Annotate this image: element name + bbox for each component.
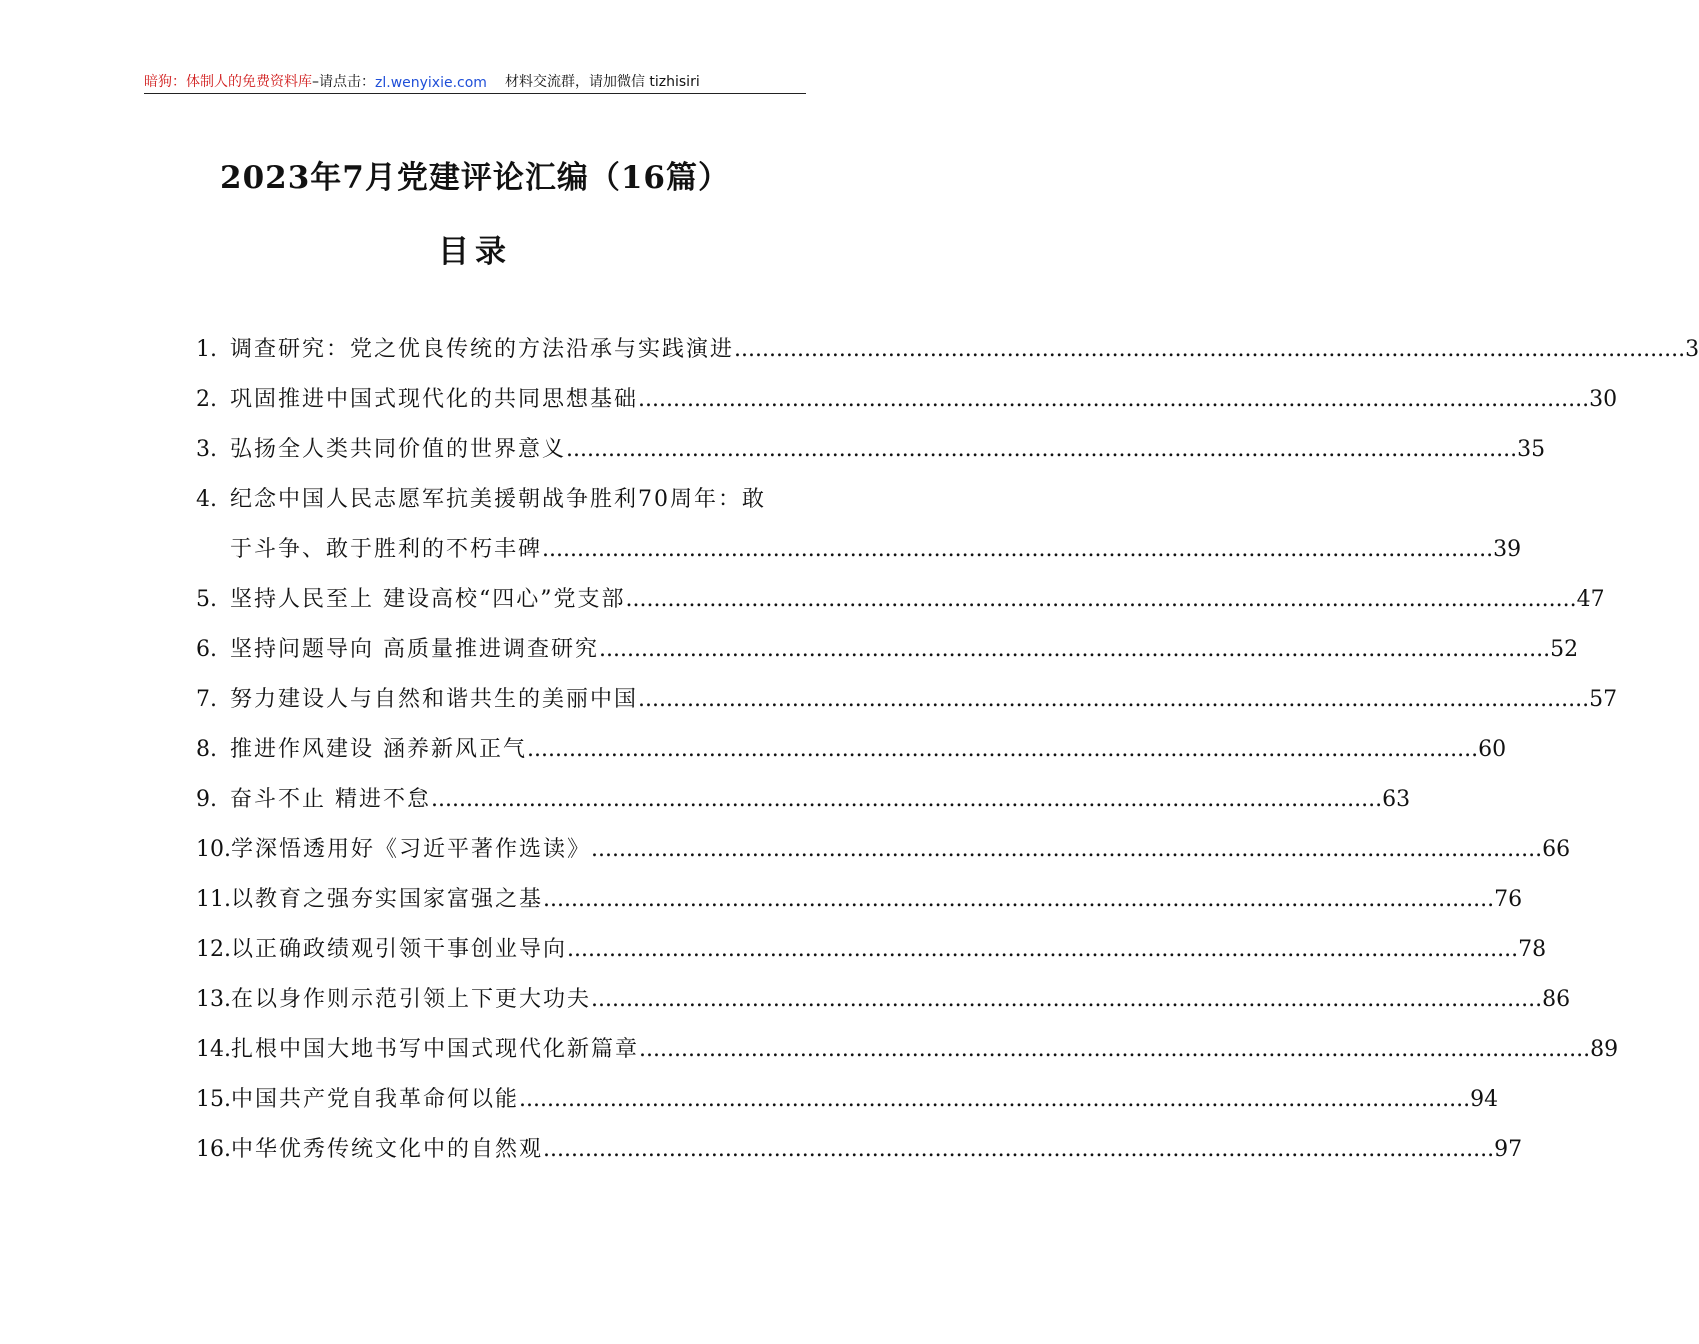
toc-entry-number: 16. [196, 1137, 231, 1162]
toc-entry-page: 97 [1494, 1137, 1523, 1162]
toc-leader-dots [543, 1132, 1494, 1168]
toc-entry-title: 弘扬全人类共同价值的世界意义 [230, 437, 567, 462]
toc-entry-number: 10. [196, 837, 231, 862]
toc-entry-number: 13. [196, 987, 231, 1012]
toc-leader-dots [591, 982, 1542, 1018]
toc-entry[interactable] [196, 882, 1523, 932]
toc-entry-title-cont: 于斗争、敢于胜利的不朽丰碑 [230, 537, 543, 562]
toc-entry-continuation[interactable] [196, 532, 1522, 582]
toc-leader-dots [566, 432, 1517, 468]
document-title: 2023年7月党建评论汇编（16篇） [220, 160, 730, 196]
toc-leader-dots [599, 632, 1550, 668]
toc-heading: 目录 [438, 234, 512, 270]
toc-entry-page: 86 [1542, 987, 1571, 1012]
toc-entry-page: 76 [1494, 887, 1523, 912]
toc-entry[interactable] [196, 982, 1571, 1032]
toc-leader-dots [431, 782, 1382, 818]
toc-entry-title: 推进作风建设 涵养新风正气 [230, 737, 527, 762]
toc-entry-page: 89 [1590, 1037, 1619, 1062]
toc-leader-dots [638, 382, 1589, 418]
toc-entry-number: 5. [196, 587, 217, 612]
toc-entry-page: 35 [1517, 437, 1546, 462]
toc-entry-number: 7. [196, 687, 217, 712]
header-contact: 材料交流群，请加微信 tizhisiri [504, 74, 700, 90]
toc-entry-title: 扎根中国大地书写中国式现代化新篇章 [231, 1037, 640, 1062]
toc-entry-title: 以教育之强夯实国家富强之基 [231, 887, 544, 912]
toc-entry-title: 坚持人民至上 建设高校“四心”党支部 [230, 587, 626, 612]
toc-leader-dots [527, 732, 1478, 768]
page-header [144, 68, 806, 94]
toc-entry-number: 6. [196, 637, 217, 662]
toc-entry[interactable] [196, 1032, 1619, 1082]
toc-leader-dots [734, 332, 1685, 368]
toc-entry[interactable] [196, 1082, 1499, 1132]
toc-entry-page: 66 [1542, 837, 1571, 862]
toc-entry[interactable] [196, 382, 1618, 432]
toc-entry[interactable] [196, 582, 1605, 632]
toc-entry-title: 在以身作则示范引领上下更大功夫 [231, 987, 592, 1012]
toc-entry-number: 15. [196, 1087, 231, 1112]
toc-leader-dots [542, 532, 1493, 568]
toc-entry[interactable] [196, 432, 1546, 482]
toc-entry-title: 学深悟透用好《习近平著作选读》 [231, 837, 592, 862]
toc-entry-number: 14. [196, 1037, 231, 1062]
toc-entry-number: 8. [196, 737, 217, 762]
toc-entry-number: 3. [196, 437, 217, 462]
toc-entry-number: 2. [196, 387, 217, 412]
toc-entry-title: 努力建设人与自然和谐共生的美丽中国 [230, 687, 639, 712]
toc-entry-page: 94 [1470, 1087, 1499, 1112]
toc-leader-dots [543, 882, 1494, 918]
toc-entry[interactable] [196, 332, 1699, 382]
toc-entry-number: 12. [196, 937, 231, 962]
toc-leader-dots [519, 1082, 1470, 1118]
toc-entry-page: 63 [1382, 787, 1411, 812]
toc-entry-title: 调查研究：党之优良传统的方法沿承与实践演进 [230, 337, 735, 362]
toc-entry-number: 11. [196, 887, 231, 912]
toc-entry[interactable] [196, 682, 1618, 732]
toc-leader-dots [567, 932, 1518, 968]
toc-entry-page: 60 [1478, 737, 1507, 762]
toc-entry[interactable] [196, 832, 1571, 882]
toc-leader-dots [638, 682, 1589, 718]
toc-entry-page: 3 [1685, 337, 1699, 362]
toc-entry-title: 奋斗不止 精进不怠 [230, 787, 431, 812]
toc-leader-dots [591, 832, 1542, 868]
toc-entry[interactable] [196, 732, 1507, 782]
toc-entry-number: 1. [196, 337, 217, 362]
header-prompt: –请点击： [312, 74, 375, 90]
toc-leader-dots [626, 582, 1577, 618]
toc-entry-title: 以正确政绩观引领干事创业导向 [231, 937, 568, 962]
toc-entry-page: 52 [1550, 637, 1579, 662]
header-brand: 暗狗：体制人的免费资料库 [144, 74, 312, 90]
header-url-link[interactable]: zl.wenyixie.com [375, 75, 487, 91]
toc-entry[interactable] [196, 482, 806, 532]
toc-entry[interactable] [196, 932, 1547, 982]
toc-leader-dots [639, 1032, 1590, 1068]
toc-entry-number: 4. [196, 487, 217, 512]
toc-entry-page: 57 [1589, 687, 1618, 712]
toc-entry-title: 中国共产党自我革命何以能 [231, 1087, 520, 1112]
toc-entry-page: 78 [1518, 937, 1547, 962]
toc-entry-number: 9. [196, 787, 217, 812]
toc-entry[interactable] [196, 632, 1579, 682]
toc-entry-title: 坚持问题导向 高质量推进调查研究 [230, 637, 599, 662]
toc-entry-title: 纪念中国人民志愿军抗美援朝战争胜利70周年：敢 [230, 487, 766, 512]
toc-entry-page: 47 [1576, 587, 1605, 612]
table-of-contents [196, 332, 1699, 1182]
toc-entry-title: 中华优秀传统文化中的自然观 [231, 1137, 544, 1162]
toc-entry-title: 巩固推进中国式现代化的共同思想基础 [230, 387, 639, 412]
toc-entry-page: 39 [1493, 537, 1522, 562]
toc-entry[interactable] [196, 1132, 1523, 1182]
toc-entry[interactable] [196, 782, 1411, 832]
toc-entry-page: 30 [1589, 387, 1618, 412]
